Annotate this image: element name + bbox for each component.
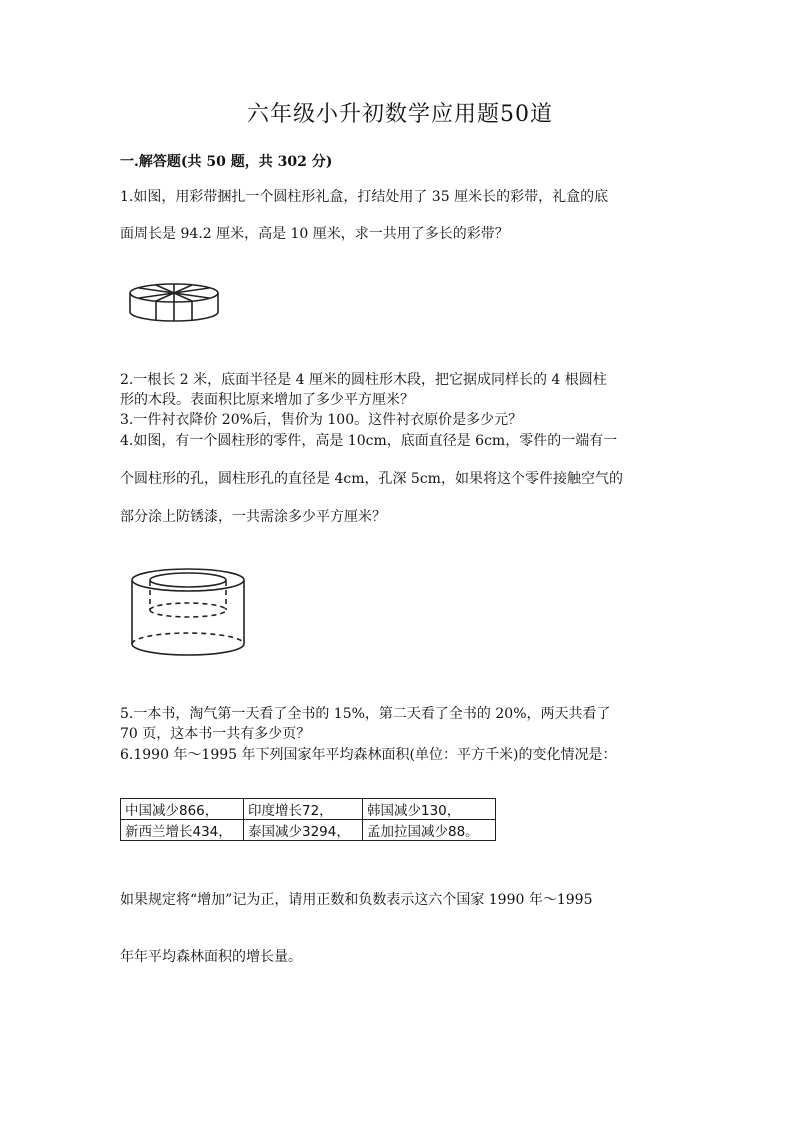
q6-line-1: 6.1990 年～1995 年下列国家年平均森林面积(单位：平方千米)的变化情况是： — [120, 747, 617, 763]
q5-line-2: 70 页，这本书一共有多少页？ — [120, 726, 311, 742]
table-cell: 孟加拉国减少88。 — [363, 820, 496, 841]
forest-change-table — [120, 798, 496, 841]
table-cell: 韩国减少130， — [363, 799, 496, 820]
q5-line-1: 5.一本书，淘气第一天看了全书的 15%，第二天看了全书的 20%，两天共看了 — [120, 706, 611, 722]
table-row — [121, 799, 496, 820]
q3-line-1: 3.一件衬衣降价 20%后，售价为 100。这件衬衣原价是多少元？ — [120, 412, 523, 428]
q6-line-2: 如果规定将“增加”记为正，请用正数和负数表示这六个国家 1990 年～1995 — [120, 892, 593, 908]
section-heading: 一.解答题(共 50 题，共 302 分) — [120, 154, 333, 170]
cylinder-part-figure — [128, 566, 248, 666]
q2-line-2: 形的木段。表面积比原来增加了多少平方厘米？ — [120, 392, 414, 408]
table-row — [121, 820, 496, 841]
table-cell: 新西兰增长434， — [121, 820, 244, 841]
q1-line-2: 面周长是 94.2 厘米，高是 10 厘米，求一共用了多长的彩带？ — [120, 226, 509, 242]
q1-line-1: 1.如图，用彩带捆扎一个圆柱形礼盒，打结处用了 35 厘米长的彩带，礼盒的底 — [120, 189, 609, 205]
q6-line-3: 年年平均森林面积的增长量。 — [120, 949, 302, 965]
q4-line-1: 4.如图，有一个圆柱形的零件，高是 10cm，底面直径是 6cm，零件的一端有一 — [120, 433, 618, 449]
q4-line-2: 个圆柱形的孔，圆柱形孔的直径是 4cm，孔深 5cm，如果将这个零件接触空气的 — [120, 471, 623, 487]
q4-line-3: 部分涂上防锈漆，一共需涂多少平方厘米？ — [120, 509, 386, 525]
table-cell: 泰国减少3294， — [244, 820, 363, 841]
q2-line-1: 2.一根长 2 米，底面半径是 4 厘米的圆柱形木段，把它据成同样长的 4 根圆柱 — [120, 372, 607, 388]
page-title: 六年级小升初数学应用题50道 — [247, 102, 553, 127]
table-cell: 中国减少866， — [121, 799, 244, 820]
table-cell: 印度增长72， — [244, 799, 363, 820]
gift-box-figure — [126, 280, 226, 326]
